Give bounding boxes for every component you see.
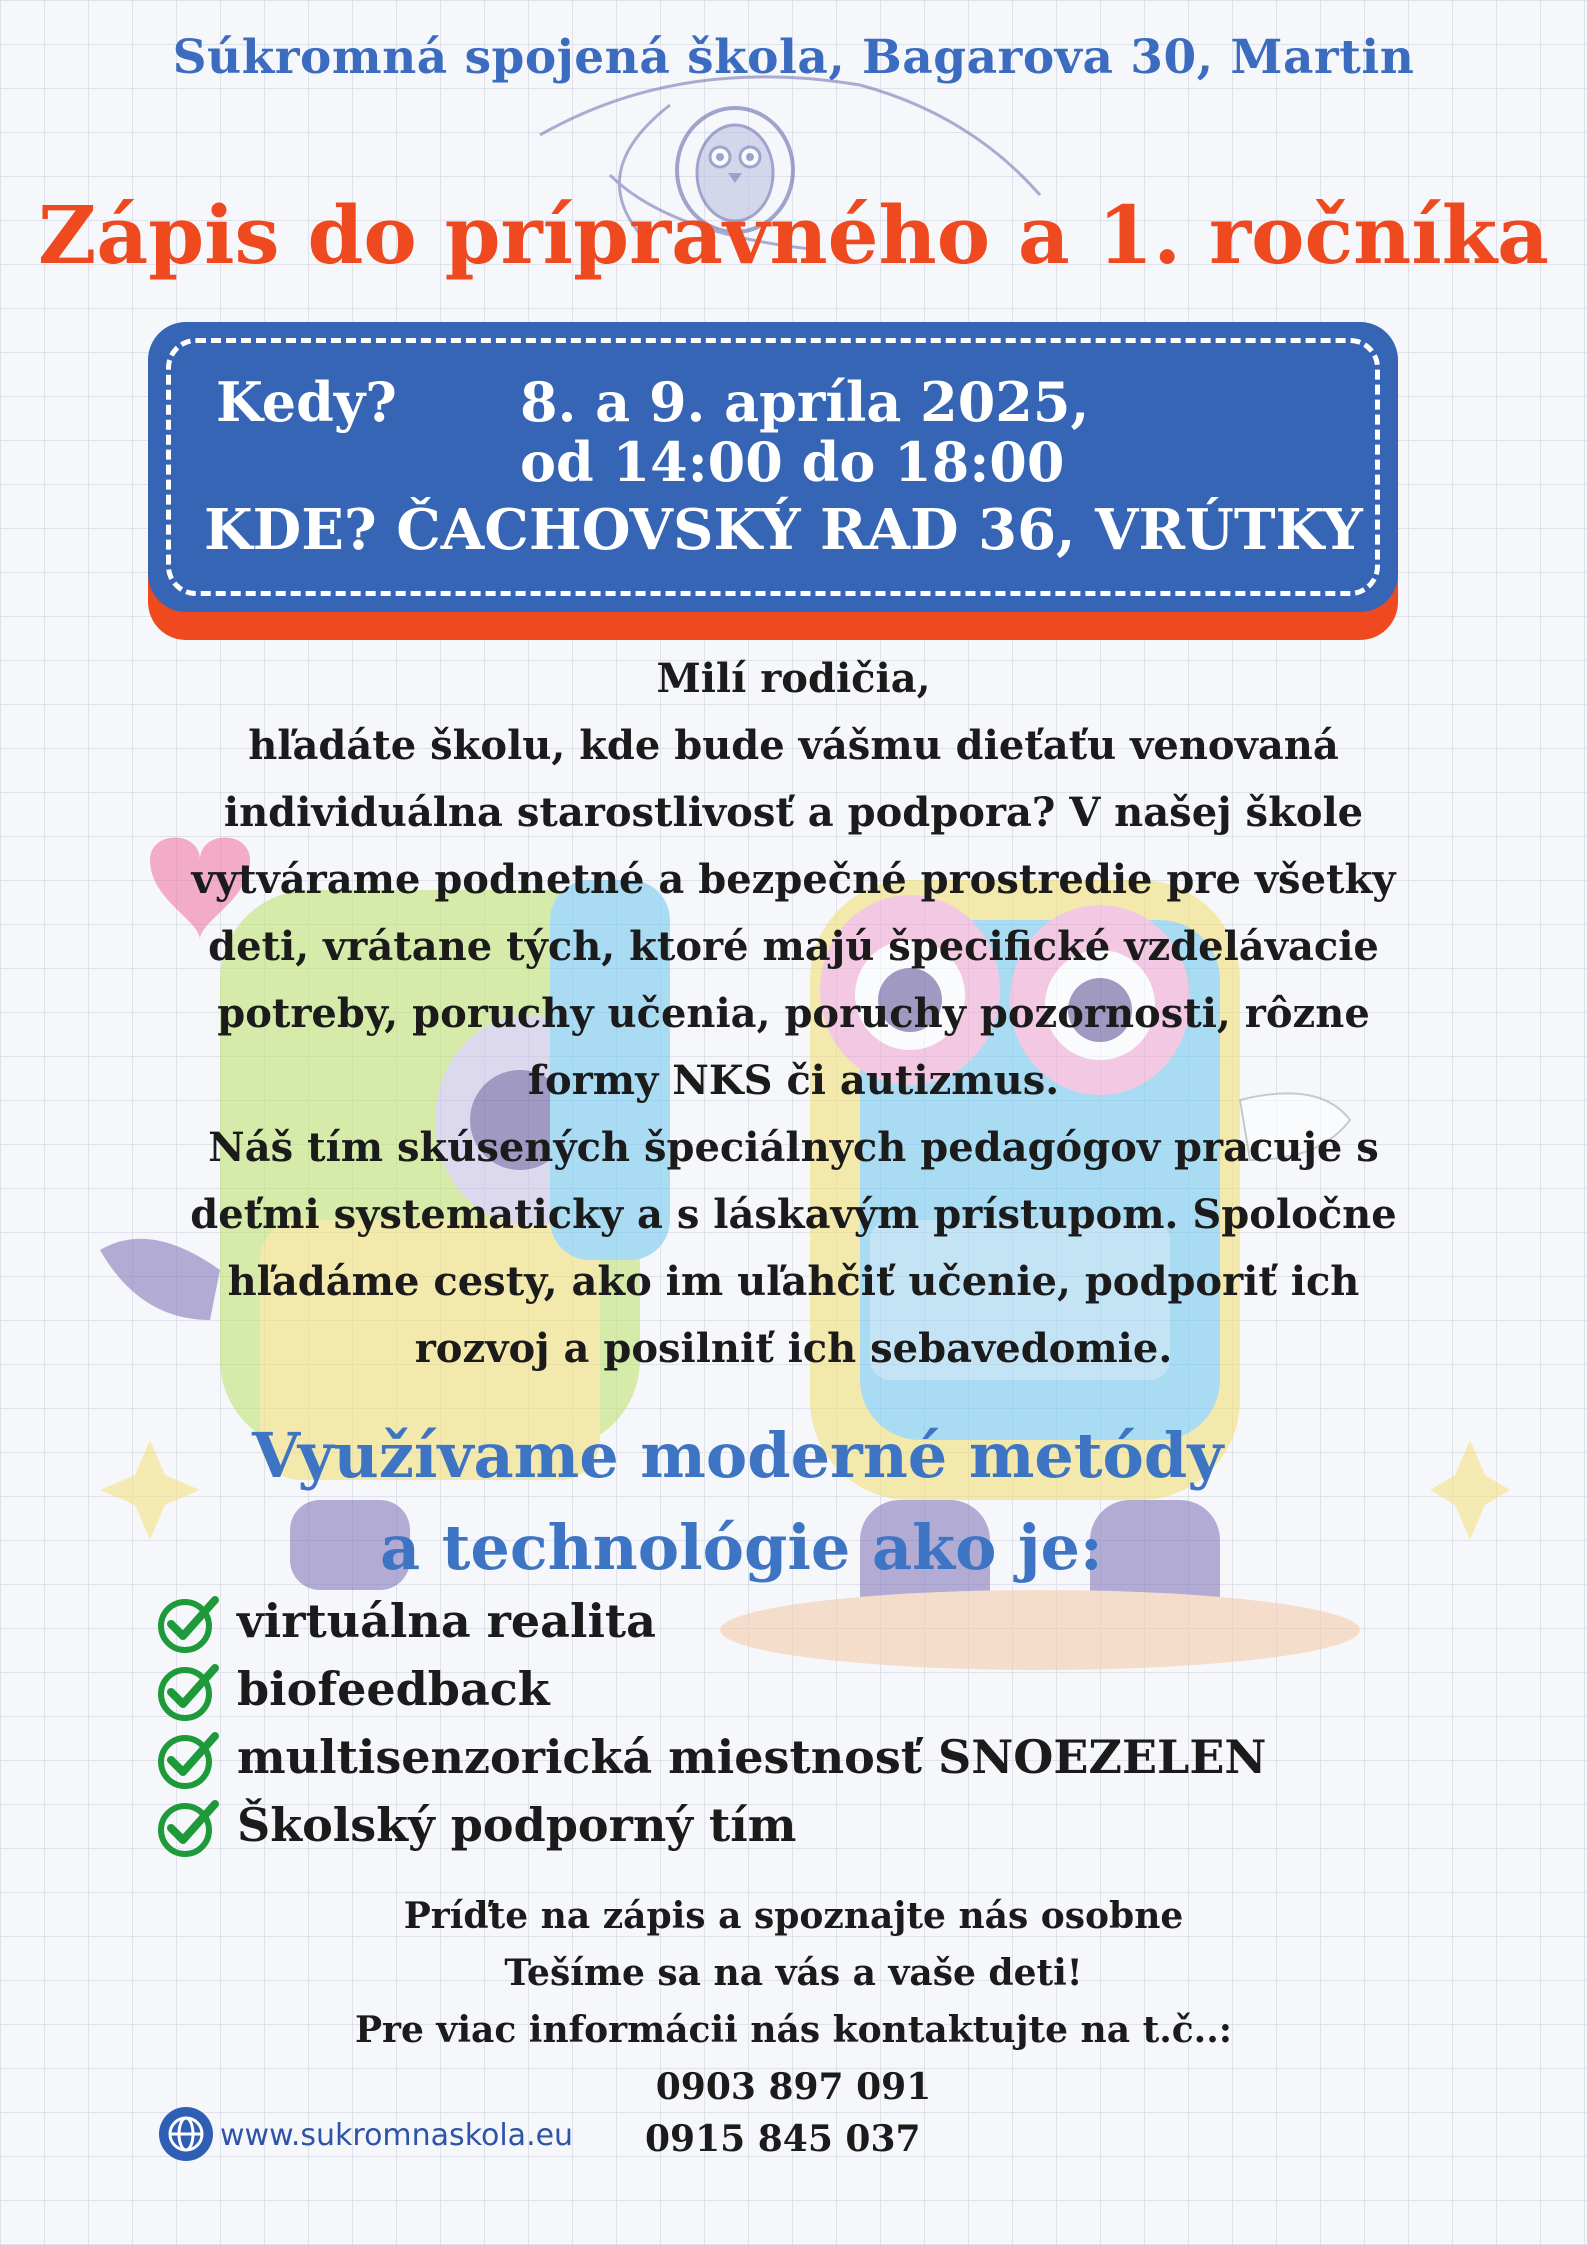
phone-number-1: 0903 897 091 <box>655 2066 932 2108</box>
methods-heading-line1: Využívame moderné metódy <box>252 1419 1224 1492</box>
method-label: biofeedback <box>237 1662 550 1716</box>
method-label: Školský podporný tím <box>237 1798 797 1852</box>
footer-text <box>0 1888 1587 2116</box>
when-time: od 14:00 do 18:00 <box>520 430 1065 494</box>
body-line: Milí rodičia, <box>656 655 931 702</box>
check-circle-icon <box>155 1658 221 1724</box>
methods-heading <box>0 1410 1587 1600</box>
body-line: deti, vrátane tých, ktoré majú špecifické vzdelávacie <box>208 923 1379 970</box>
phone-number-2: 0915 845 037 <box>645 2118 921 2160</box>
body-line: hľadáme cesty, ako im uľahčiť učenie, podporiť ich <box>227 1258 1360 1305</box>
body-line: Náš tím skúsených špeciálnych pedagógov pracuje s <box>208 1124 1379 1171</box>
body-text <box>0 645 1587 1382</box>
when-date: 8. a 9. apríla 2025, <box>520 370 1090 434</box>
footer-line: Tešíme sa na vás a vaše deti! <box>504 1952 1083 1994</box>
school-name: Súkromná spojená škola, Bagarova 30, Martin <box>172 30 1415 85</box>
footer-line: Príďte na zápis a spoznajte nás osobne <box>403 1895 1184 1937</box>
body-line: formy NKS či autizmus. <box>527 1057 1060 1104</box>
method-label: multisenzorická miestnosť SNOEZELEN <box>237 1730 1267 1784</box>
when-label: Kedy? <box>216 370 397 434</box>
body-line: rozvoj a posilniť ich sebavedomie. <box>414 1325 1173 1372</box>
body-line: deťmi systematicky a s láskavým prístupom. Spoločne <box>190 1191 1397 1238</box>
body-line: potreby, poruchy učenia, poruchy pozornosti, rôzne <box>217 990 1370 1037</box>
check-circle-icon <box>155 1794 221 1860</box>
main-title: Zápis do prípravného a 1. ročníka <box>37 188 1549 282</box>
body-line: individuálna starostlivosť a podpora? V našej škole <box>223 789 1364 836</box>
website-link[interactable]: www.sukromnaskola.eu <box>220 2118 574 2153</box>
methods-heading-line2: a technológie ako je: <box>380 1511 1103 1584</box>
footer-line: Pre viac informácii nás kontaktujte na t.č..: <box>354 2009 1233 2051</box>
body-line: vytvárame podnetné a bezpečné prostredie pre všetky <box>191 856 1396 903</box>
check-circle-icon <box>155 1726 221 1792</box>
globe-icon <box>158 2106 214 2162</box>
info-box <box>148 322 1398 612</box>
method-label: virtuálna realita <box>237 1594 656 1648</box>
body-line: hľadáte školu, kde bude vášmu dieťaťu venovaná <box>248 722 1339 769</box>
where-line: KDE? ČACHOVSKÝ RAD 36, VRÚTKY <box>204 497 1363 563</box>
check-circle-icon <box>155 1590 221 1656</box>
